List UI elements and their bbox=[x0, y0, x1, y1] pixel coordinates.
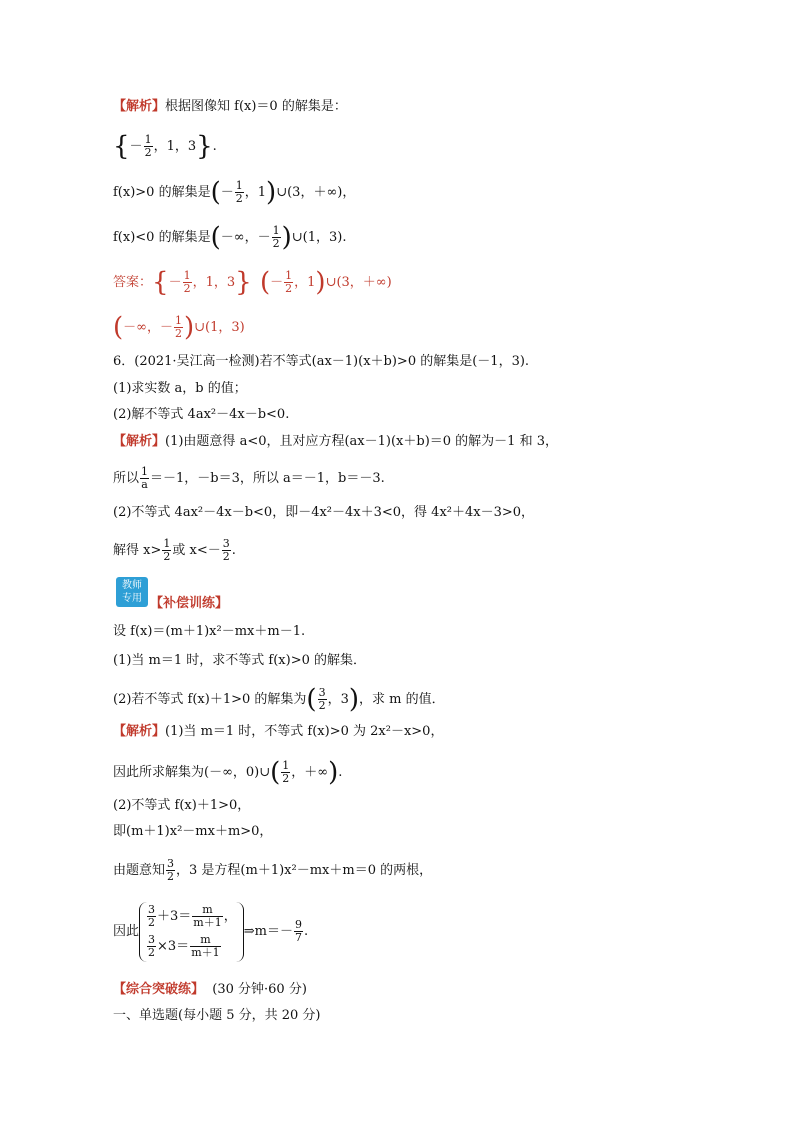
positive-set-line: f(x)>0 的解集是(－ $\frac{1}{2}$ ，1)∪(3，＋∞)， bbox=[113, 177, 356, 208]
text: ，3 是方程(m＋1)x²－mx＋m＝0 的两根， bbox=[176, 863, 433, 878]
badge-line-2: 专用 bbox=[122, 593, 142, 604]
text: 解得 x> bbox=[113, 543, 162, 558]
supp-solution-line-1 bbox=[113, 723, 443, 741]
equation-system: $\frac{3}{2}$ ＋3＝ $\frac{m}{m+1}$ ， $\frac{3}{2}$ ×3＝ $\frac{m}{m+1}$ bbox=[139, 902, 244, 962]
analysis-tag: 【解析】 bbox=[113, 434, 166, 449]
text: 由题意知 bbox=[113, 863, 166, 878]
text: 1，3 bbox=[166, 139, 197, 154]
supp-solution-line-5: 由题意知 $\frac{3}{2}$ ，3 是方程(m＋1)x²－mx＋m＝0 的两根， bbox=[113, 857, 433, 883]
solution-line-3: (2)不等式 4ax²－4x－b<0，即－4x²－4x＋3<0，得 4x²＋4x－3>0， bbox=[113, 505, 535, 520]
text: ∪(3，＋∞)， bbox=[276, 185, 356, 200]
text: ∪(1，3). bbox=[291, 230, 347, 245]
text: (1)由题意得 a<0，且对应方程(ax－1)(x＋b)＝0 的解为－1 和 3， bbox=[165, 434, 558, 449]
teacher-badge bbox=[116, 577, 148, 607]
question-6: 6．(2021·吴江高一检测)若不等式(ax－1)(x＋b)>0 的解集是(－1，3). bbox=[113, 354, 530, 369]
answer-label: 答案： bbox=[113, 275, 153, 290]
supp-problem-line-1: 设 f(x)＝(m＋1)x²－mx＋m－1. bbox=[113, 624, 306, 639]
text: 所以 bbox=[113, 471, 140, 486]
solution-set-line: {－ $\frac{1}{2}$ ，1，3}. bbox=[113, 131, 217, 162]
text: ，求 m 的值． bbox=[359, 692, 445, 707]
badge-line-1: 教师 bbox=[122, 580, 142, 591]
text: ∪(1，3) bbox=[194, 320, 245, 335]
text: ⇒m＝－ bbox=[243, 924, 293, 939]
text: 1，3 bbox=[205, 275, 236, 290]
supp-problem-line-3: (2)若不等式 f(x)＋1>0 的解集为( $\frac{3}{2}$ ，3)，求 m 的值． bbox=[113, 684, 445, 715]
text: 因此所求解集为(－∞，0)∪ bbox=[113, 765, 271, 780]
text: (2)若不等式 f(x)＋1>0 的解集为 bbox=[113, 692, 307, 707]
supp-solution-system: 因此 $\frac{3}{2}$ ＋3＝ $\frac{m}{m+1}$ ， $\frac{3}{2}$ ×3＝ $\frac{m}{m+1}$ ⇒m＝－ $\frac{9}{7}$ . bbox=[113, 892, 308, 972]
text: f(x)>0 的解集是 bbox=[113, 185, 211, 200]
text: 或 x<－ bbox=[172, 543, 221, 558]
supplement-title: 【补偿训练】 bbox=[150, 596, 229, 611]
question-6-part-2: (2)解不等式 4ax²－4x－b<0. bbox=[113, 407, 290, 422]
text: ∪(3，＋∞) bbox=[325, 275, 392, 290]
solution-line-4: 解得 x> $\frac{1}{2}$ 或 x<－ $\frac{3}{2}$ . bbox=[113, 537, 236, 563]
supp-problem-line-2: (1)当 m＝1 时，求不等式 f(x)>0 的解集． bbox=[113, 653, 366, 668]
section-header bbox=[113, 981, 307, 999]
text: f(x)<0 的解集是 bbox=[113, 230, 211, 245]
answer-line-2: (－∞，－ $\frac{1}{2}$ )∪(1，3) bbox=[113, 312, 245, 343]
solution-line-1 bbox=[113, 433, 558, 451]
text: (1)当 m＝1 时，不等式 f(x)>0 为 2x²－x>0， bbox=[165, 724, 444, 739]
section-time: (30 分钟·60 分) bbox=[212, 982, 307, 997]
solution-line-2: 所以 $\frac{1}{a}$ ＝－1，－b＝3，所以 a＝－1，b＝－3. bbox=[113, 465, 385, 491]
supp-solution-line-3: (2)不等式 f(x)＋1>0， bbox=[113, 798, 251, 813]
text: 根据图像知 f(x)＝0 的解集是： bbox=[165, 99, 347, 114]
supp-solution-line-4: 即(m＋1)x²－mx＋m>0， bbox=[113, 824, 273, 839]
analysis-line-1 bbox=[113, 98, 347, 116]
analysis-tag: 【解析】 bbox=[113, 99, 166, 114]
text: ＝－1，－b＝3，所以 a＝－1，b＝－3. bbox=[150, 471, 385, 486]
supp-solution-line-2: 因此所求解集为(－∞，0)∪( $\frac{1}{2}$ ，＋∞). bbox=[113, 757, 343, 788]
analysis-tag: 【解析】 bbox=[113, 724, 166, 739]
section-title: 【综合突破练】 bbox=[113, 982, 205, 997]
negative-set-line: f(x)<0 的解集是(－∞，－ $\frac{1}{2}$ )∪(1，3). bbox=[113, 222, 347, 253]
text: 因此 bbox=[113, 924, 140, 939]
answer-line: 答案：{－ $\frac{1}{2}$ ，1，3} (－ $\frac{1}{2}$ ，1)∪(3，＋∞) bbox=[113, 267, 392, 298]
question-6-part-1: (1)求实数 a，b 的值； bbox=[113, 381, 247, 396]
section-subtitle: 一、单选题(每小题 5 分，共 20 分) bbox=[113, 1008, 321, 1023]
